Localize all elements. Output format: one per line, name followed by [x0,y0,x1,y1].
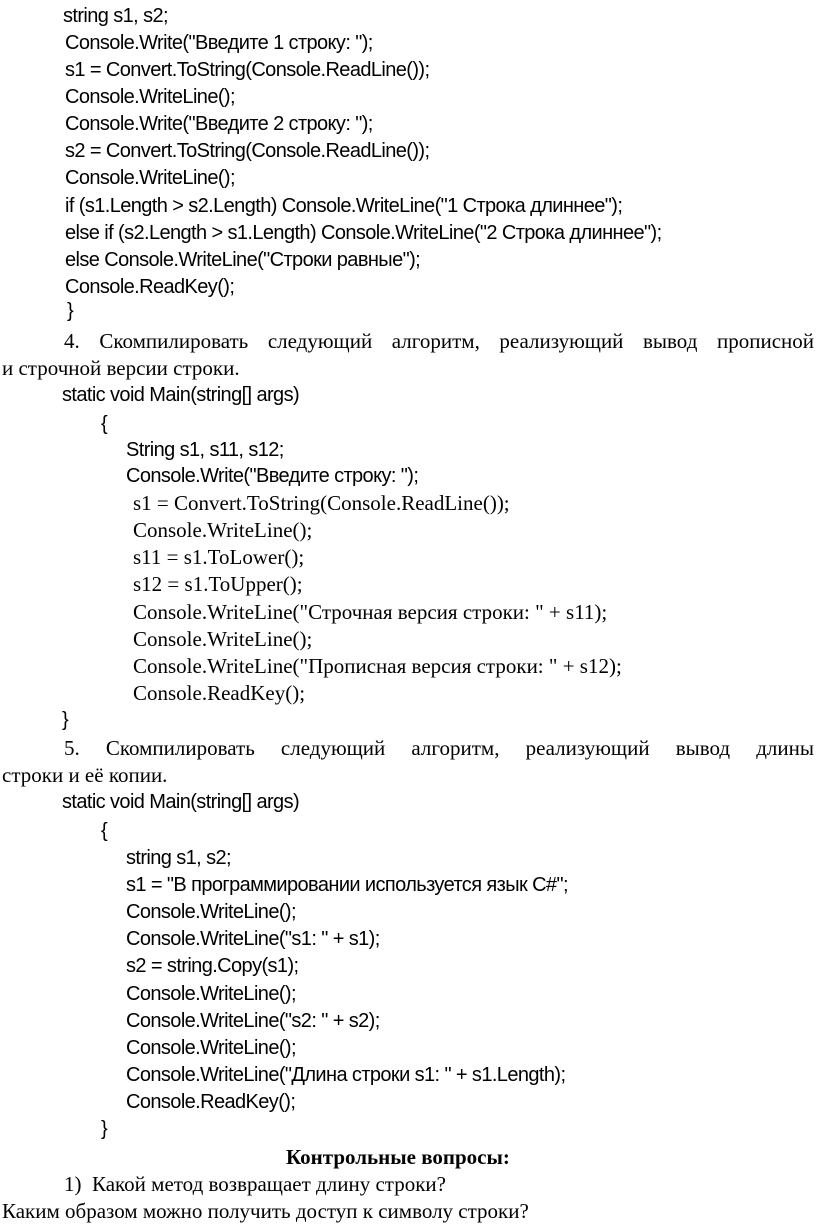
task5-close-brace: } [101,1118,108,1140]
code-line: Console.Write("Введите 1 строку: "); [65,32,373,54]
task4-open-brace: { [101,413,108,435]
code-line: s1 = "В программировании используется язык C#"; [126,874,568,896]
code-line: s2 = string.Copy(s1); [126,955,299,977]
question-1-continuation: Каким образом можно получить доступ к символу строки? [2,1199,529,1223]
code-line: s1 = Convert.ToString(Console.ReadLine()); [65,59,430,81]
task5-paragraph-line2: строки и её копии. [2,763,168,787]
task5-open-brace: { [101,820,108,842]
code-line: Console.WriteLine(); [126,983,296,1005]
code-line: Console.Write("Введите 2 строку: "); [65,113,373,135]
code-line: String s1, s11, s12; [126,439,284,461]
code-line: s12 = s1.ToUpper(); [133,572,303,596]
code-line: else if (s2.Length > s1.Length) Console.WriteLine("2 Строка длиннее"); [65,222,662,244]
code-line: if (s1.Length > s2.Length) Console.WriteLine("1 Строка длиннее"); [65,195,623,217]
code-line: Console.WriteLine(); [65,167,235,189]
code-line: Console.WriteLine(); [126,1037,296,1059]
task5-signature: static void Main(string[] args) [62,791,300,813]
code-line: Console.WriteLine("s1: " + s1); [126,928,380,950]
task4-paragraph-line1: 4. Скомпилировать следующий алгоритм, реализующий вывод прописной [64,329,814,353]
code-line: Console.Write("Введите строку: "); [126,465,419,487]
task4-paragraph-line2: и строчной версии строки. [2,356,240,380]
code-line: } [67,300,74,322]
code-line: Console.WriteLine("s2: " + s2); [126,1010,380,1032]
questions-heading: Контрольные вопросы: [286,1145,510,1169]
task4-signature: static void Main(string[] args) [62,384,300,406]
code-line: Console.WriteLine("Длина строки s1: " + s1.Length); [126,1064,566,1086]
code-line: Console.WriteLine("Строчная версия строки: " + s11); [133,600,608,624]
task4-close-brace: } [62,709,69,731]
code-line: Console.WriteLine(); [133,518,313,542]
code-line: s1 = Convert.ToString(Console.ReadLine()); [133,491,510,515]
code-line: else Console.WriteLine("Строки равные"); [65,249,421,271]
code-line: Console.ReadKey(); [126,1091,296,1113]
task5-paragraph-line1: 5. Скомпилировать следующий алгоритм, реализующий вывод длины [64,736,814,760]
code-line: Console.WriteLine(); [65,86,235,108]
code-line: string s1, s2; [126,847,231,869]
code-line: Console.WriteLine(); [133,627,313,651]
code-line: s11 = s1.ToLower(); [133,545,305,569]
code-line: string s1, s2; [63,5,168,27]
question-1: 1) Какой метод возвращает длину строки? [64,1172,446,1196]
code-line: Console.ReadKey(); [65,276,235,298]
code-line: Console.ReadKey(); [133,681,306,705]
code-line: s2 = Convert.ToString(Console.ReadLine()); [65,140,430,162]
code-line: Console.WriteLine(); [126,901,296,923]
code-line: Console.WriteLine("Прописная версия строки: " + s12); [133,654,622,678]
